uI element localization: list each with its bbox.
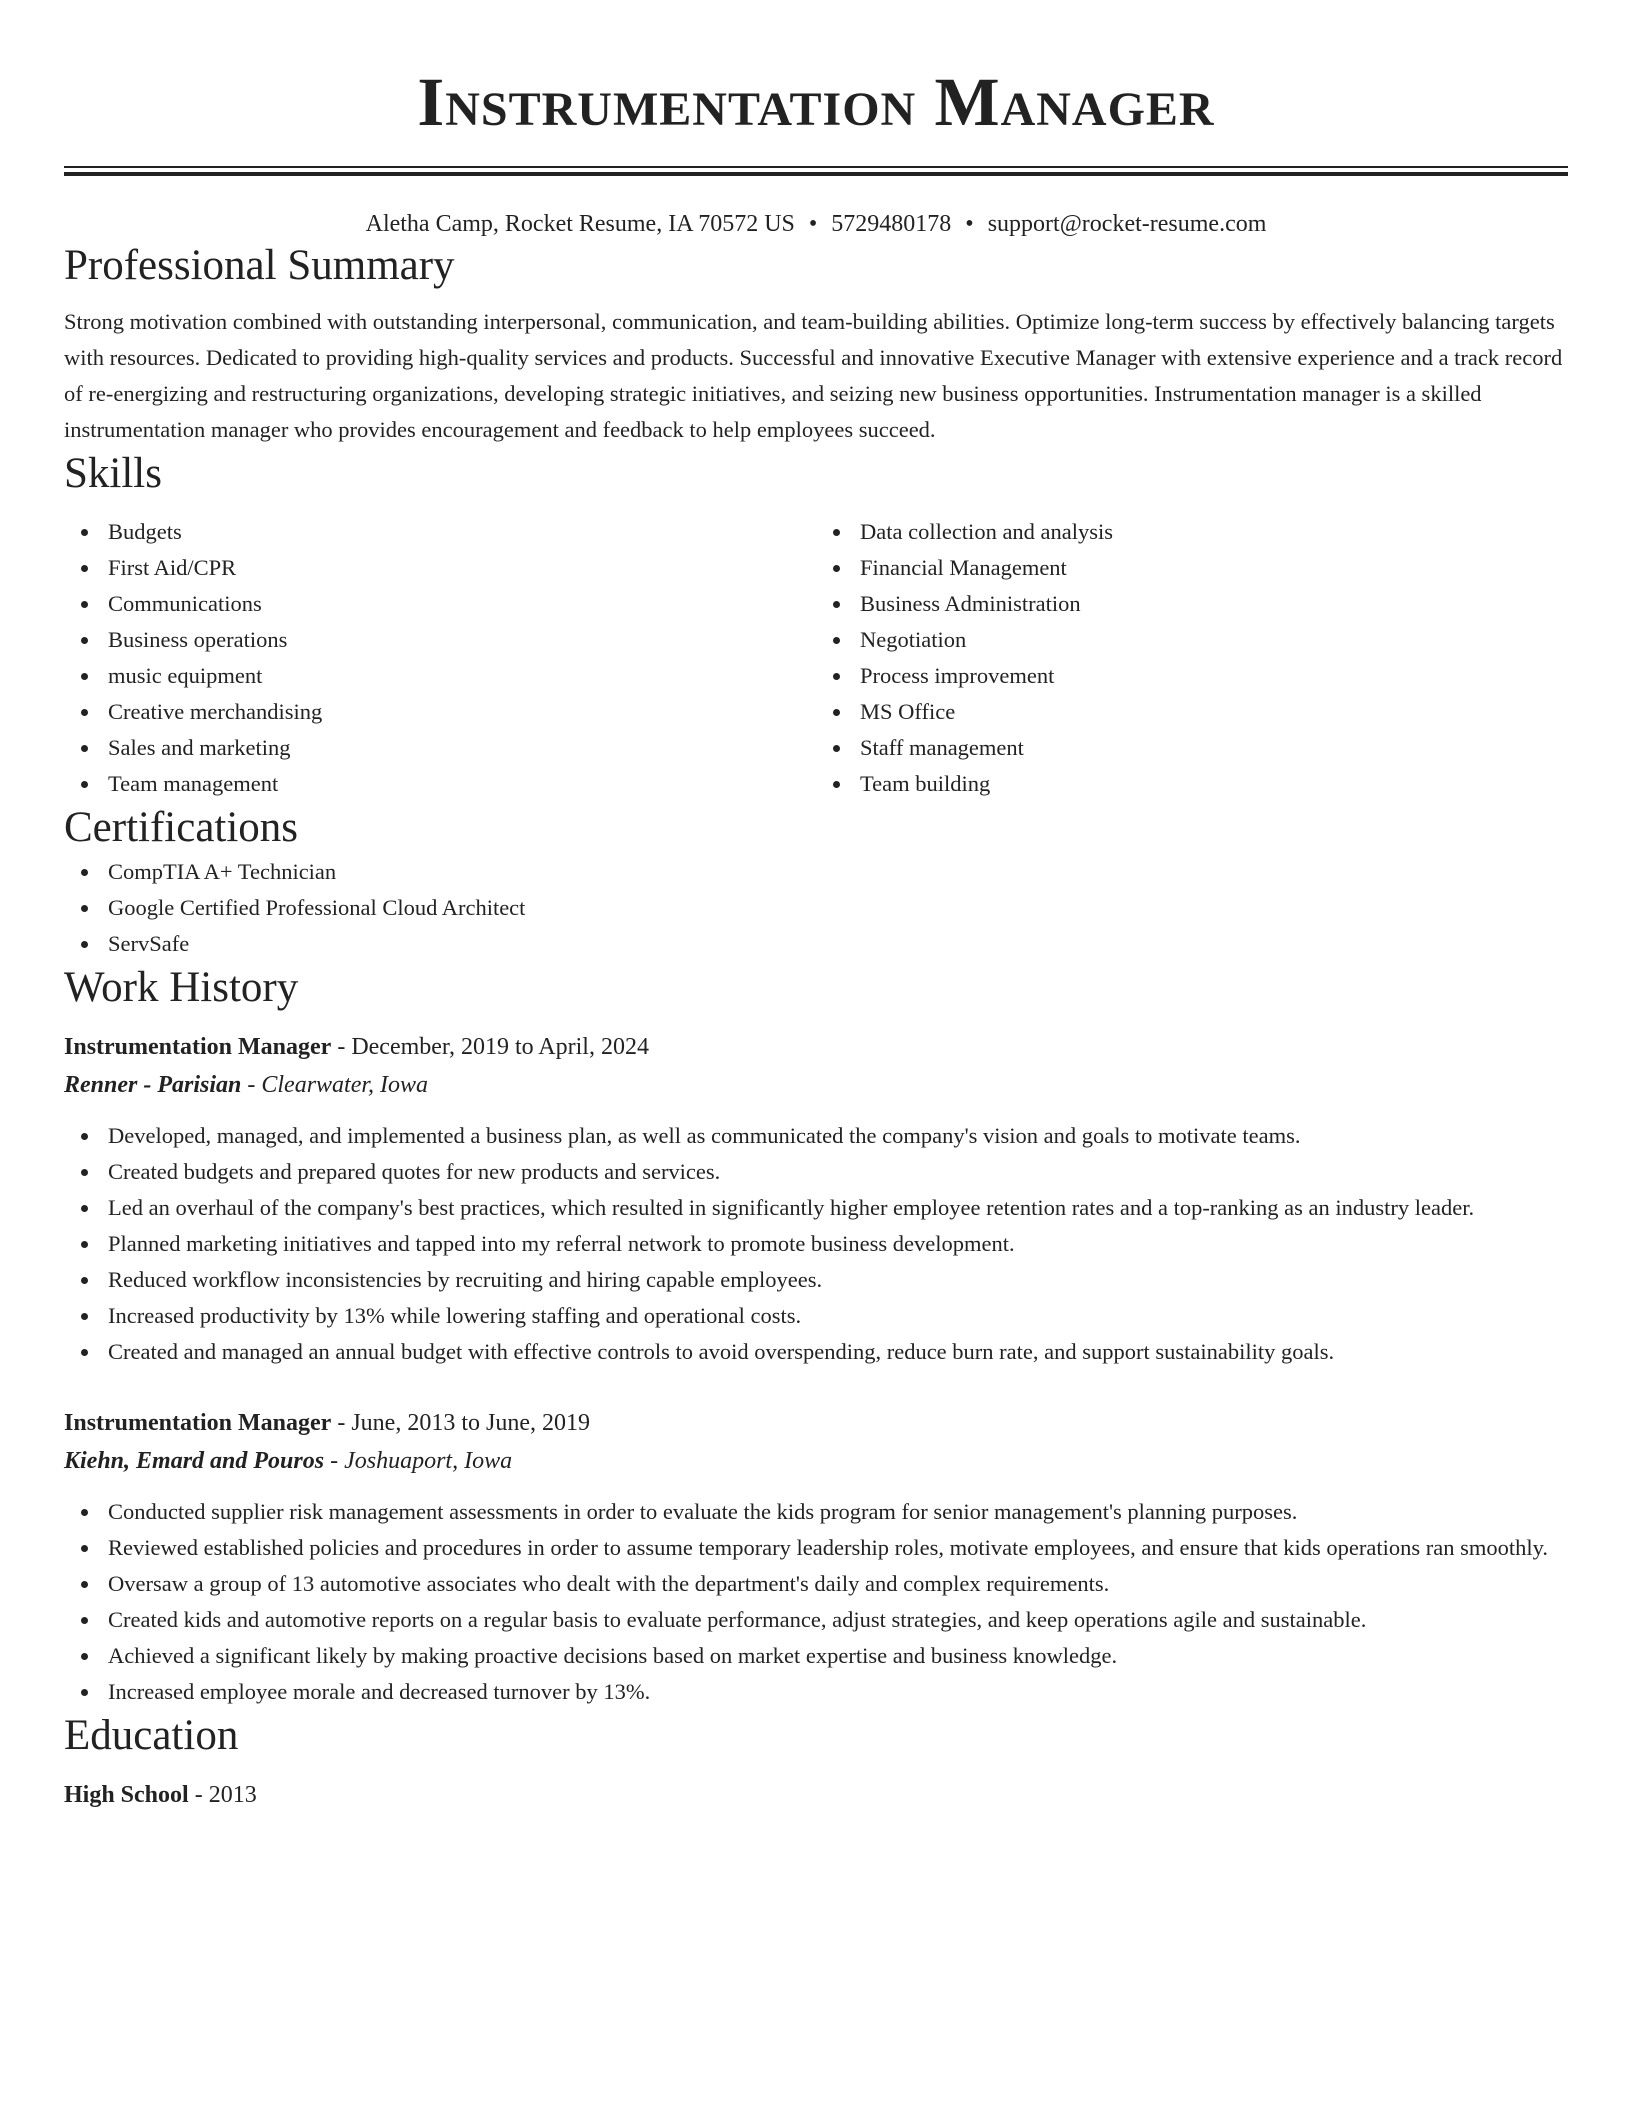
skill-item: Communications: [64, 586, 816, 622]
job-entry: [64, 1404, 1568, 1710]
job-bullet: Conducted supplier risk management assessments in order to evaluate the kids program for senior management's planning purposes.: [64, 1494, 1568, 1530]
job-bullet: Led an overhaul of the company's best practices, which resulted in significantly higher employee retention rates and a top-ranking as an industry leader.: [64, 1190, 1568, 1226]
skill-item: Creative merchandising: [64, 694, 816, 730]
skill-item: Team building: [816, 766, 1568, 802]
job-bullet: Developed, managed, and implemented a business plan, as well as communicated the company's vision and goals to motivate teams.: [64, 1118, 1568, 1154]
title-divider: [64, 166, 1568, 176]
job-location: - Joshuaport, Iowa: [324, 1448, 513, 1474]
contact-address: Aletha Camp, Rocket Resume, IA 70572 US: [365, 211, 795, 237]
job-header: [64, 1028, 1568, 1066]
job-bullets: [64, 1494, 1568, 1710]
job-bullet: Planned marketing initiatives and tapped into my referral network to promote business development.: [64, 1226, 1568, 1262]
candidate-title: Instrumentation Manager: [417, 64, 1215, 140]
education-degree: High School: [64, 1782, 189, 1808]
job-bullet: Created kids and automotive reports on a regular basis to evaluate performance, adjust strategies, and keep operations agile and sustainable.: [64, 1602, 1568, 1638]
skill-item: Negotiation: [816, 622, 1568, 658]
job-location: - Clearwater, Iowa: [241, 1072, 429, 1098]
skill-item: Financial Management: [816, 550, 1568, 586]
job-header: [64, 1404, 1568, 1442]
job-bullet: Increased productivity by 13% while lowering staffing and operational costs.: [64, 1298, 1568, 1334]
skill-item: music equipment: [64, 658, 816, 694]
job-bullet: Reviewed established policies and procedures in order to assume temporary leadership roles, motivate employees, and ensure that kids operations ran smoothly.: [64, 1530, 1568, 1566]
skills-list-left: [64, 514, 816, 802]
work-history-heading: Work History: [64, 964, 299, 1011]
contact-separator: •: [808, 211, 818, 237]
skill-item: Budgets: [64, 514, 816, 550]
certification-item: ServSafe: [64, 926, 1568, 962]
job-company: Kiehn, Emard and Pouros: [64, 1448, 325, 1474]
certification-item: Google Certified Professional Cloud Architect: [64, 890, 1568, 926]
job-bullet: Achieved a significant likely by making proactive decisions based on market expertise and business knowledge.: [64, 1638, 1568, 1674]
certifications-list: [64, 854, 1568, 962]
job-bullet: Created budgets and prepared quotes for new products and services.: [64, 1154, 1568, 1190]
skills-heading: Skills: [64, 450, 162, 497]
summary-text: Strong motivation combined with outstanding interpersonal, communication, and team-building abilities. Optimize long-term success by effectively balancing targets with resources. Dedicated to providing high-quality services and products. Successful and innovative Executive Manager with extensive experience and a track record of re-energizing and restructuring organizations, developing strategic initiatives, and seizing new business opportunities. Instrumentation manager is a skilled instrumentation manager who provides encouragement and feedback to help employees succeed.: [64, 309, 1563, 442]
skills-list-right: [816, 514, 1568, 802]
contact-separator: •: [965, 211, 974, 237]
skill-item: Data collection and analysis: [816, 514, 1568, 550]
skill-item: Business Administration: [816, 586, 1568, 622]
skill-item: Team management: [64, 766, 816, 802]
skill-item: Staff management: [816, 730, 1568, 766]
skill-item: Business operations: [64, 622, 816, 658]
job-bullet: Oversaw a group of 13 automotive associates who dealt with the department's daily and complex requirements.: [64, 1566, 1568, 1602]
job-entry: [64, 1028, 1568, 1370]
job-dates: - June, 2013 to June, 2019: [331, 1410, 590, 1436]
job-role: Instrumentation Manager: [64, 1034, 332, 1060]
skills-columns: [64, 514, 1568, 802]
skill-item: Process improvement: [816, 658, 1568, 694]
skill-item: First Aid/CPR: [64, 550, 816, 586]
contact-email: support@rocket-resume.com: [987, 211, 1267, 237]
certifications-heading: Certifications: [64, 804, 299, 851]
education-heading: Education: [64, 1712, 239, 1759]
job-dates: - December, 2019 to April, 2024: [331, 1034, 649, 1060]
job-company: Renner - Parisian: [64, 1072, 242, 1098]
summary-heading: Professional Summary: [64, 242, 455, 289]
skill-item: MS Office: [816, 694, 1568, 730]
education-year: - 2013: [188, 1782, 257, 1808]
contact-phone: 5729480178: [831, 211, 952, 237]
contact-line: [64, 208, 1568, 240]
job-employer: [64, 1442, 1568, 1480]
skill-item: Sales and marketing: [64, 730, 816, 766]
education-entry: [64, 1776, 1568, 1814]
job-bullet: Created and managed an annual budget with effective controls to avoid overspending, reduce burn rate, and support sustainability goals.: [64, 1334, 1568, 1370]
job-employer: [64, 1066, 1568, 1104]
job-bullets: [64, 1118, 1568, 1370]
job-bullet: Increased employee morale and decreased turnover by 13%.: [64, 1674, 1568, 1710]
certification-item: CompTIA A+ Technician: [64, 854, 1568, 890]
job-role: Instrumentation Manager: [64, 1410, 332, 1436]
job-bullet: Reduced workflow inconsistencies by recruiting and hiring capable employees.: [64, 1262, 1568, 1298]
